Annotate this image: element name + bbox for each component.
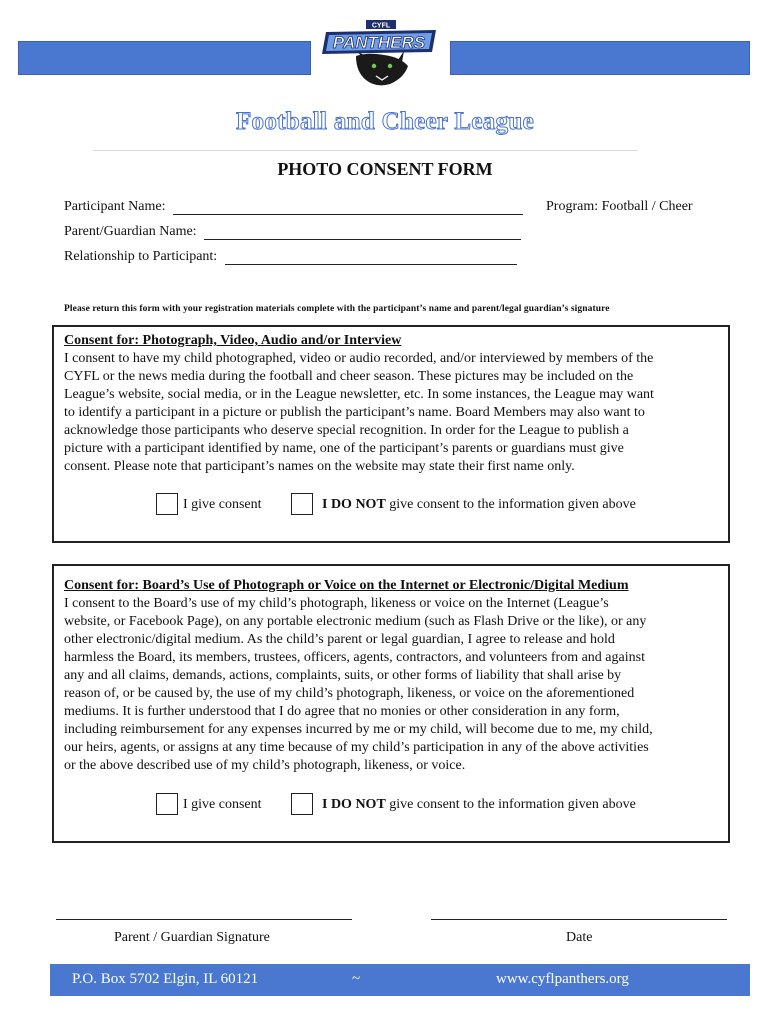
parent-signature-line[interactable]: [56, 919, 352, 920]
return-instructions: Please return this form with your registration materials complete with the participant’s name and parent/legal guardian’s signature: [64, 304, 610, 314]
section-body: [64, 595, 716, 775]
section-title: Consent for: Board’s Use of Photograph or Voice on the Internet or Electronic/Digital Medium: [64, 578, 629, 593]
give-consent-checkbox[interactable]: [156, 493, 178, 515]
relationship-line[interactable]: [225, 250, 517, 265]
panthers-logo: [318, 18, 444, 90]
league-title: Football and Cheer League: [235, 108, 534, 135]
body-line: acknowledge those participants who deserve special recognition. In order for the League to publish a: [64, 423, 629, 438]
footer-website-link[interactable]: www.cyflpanthers.org: [496, 971, 629, 987]
footer-separator: ~: [352, 971, 361, 987]
section-title: Consent for: Photograph, Video, Audio and/or Interview: [64, 333, 402, 348]
no-consent-checkbox[interactable]: [291, 793, 313, 815]
body-line: I consent to have my child photographed, video or audio recorded, and/or interviewed by members of the: [64, 351, 654, 366]
body-line: picture with a participant identified by name, one of the participant’s parents or guardians must give: [64, 441, 624, 456]
body-line: to identify a participant in a picture or publish the participant’s name. Board Members may also want to: [64, 405, 645, 420]
form-title: PHOTO CONSENT FORM: [277, 159, 493, 179]
header-band-right: [450, 41, 750, 75]
give-consent-checkbox[interactable]: [156, 793, 178, 815]
logo-text: PANTHERS: [332, 33, 426, 52]
body-line: any and all claims, demands, actions, complaints, suits, or other forms of liability that shall arise by: [64, 668, 622, 683]
footer-bar: [50, 964, 750, 996]
body-line: CYFL or the news media during the football and cheer season. These pictures may be included on the: [64, 369, 634, 384]
no-consent-emphasis: I DO NOT: [322, 797, 386, 812]
consent-section-photo: [52, 325, 730, 543]
no-consent-text: give consent to the information given above: [385, 497, 636, 512]
body-line: consent. Please note that participant’s names on the website may state their first name only.: [64, 459, 575, 474]
give-consent-label: I give consent: [183, 497, 262, 512]
title-divider: [93, 150, 638, 151]
give-consent-label: I give consent: [183, 797, 262, 812]
relationship-field[interactable]: [64, 249, 517, 265]
section-body: [64, 350, 716, 476]
participant-name-field[interactable]: [64, 199, 523, 215]
body-line: including reimbursement for any expenses incurred by me or my child, will become due to me, my child,: [64, 722, 653, 737]
participant-name-label: Participant Name:: [64, 199, 166, 214]
no-consent-checkbox[interactable]: [291, 493, 313, 515]
body-line: our heirs, agents, or assigns at any time because of my child’s participation in any of the above activities: [64, 740, 649, 755]
date-label: Date: [566, 930, 593, 945]
consent-section-internet: [52, 564, 730, 843]
relationship-label: Relationship to Participant:: [64, 249, 218, 264]
guardian-name-line[interactable]: [204, 225, 521, 240]
body-line: website, or Facebook Page), on any portable electronic medium (such as Flash Drive or the like), or any: [64, 614, 647, 629]
body-line: League’s website, social media, or in the League newsletter, etc. In some instances, the League may want: [64, 387, 654, 402]
participant-name-line[interactable]: [173, 200, 523, 215]
header-band-left: [18, 41, 311, 75]
no-consent-label: [322, 797, 636, 813]
footer-address: P.O. Box 5702 Elgin, IL 60121: [72, 971, 259, 987]
logo-top-text: CYFL: [371, 22, 391, 30]
body-line: mediums. It is further understood that I do agree that no monies or other consideration in any form,: [64, 704, 620, 719]
date-line[interactable]: [431, 919, 727, 920]
body-line: reason of, or be caused by, the use of my child’s photograph, likeness, or voice on the aforementioned: [64, 686, 635, 701]
body-line: harmless the Board, its members, trustees, officers, agents, contractors, and volunteers from and against: [64, 650, 645, 665]
guardian-name-label: Parent/Guardian Name:: [64, 224, 197, 239]
guardian-name-field[interactable]: [64, 224, 521, 240]
program-label: Program: Football / Cheer: [546, 199, 693, 214]
body-line: other electronic/digital medium. As the child’s parent or legal guardian, I agree to release and hold: [64, 632, 615, 647]
parent-signature-label: Parent / Guardian Signature: [114, 930, 270, 945]
no-consent-label: [322, 497, 636, 513]
no-consent-text: give consent to the information given above: [385, 797, 636, 812]
no-consent-emphasis: I DO NOT: [322, 497, 386, 512]
body-line: or the above described use of my child’s photograph, likeness, or voice.: [64, 758, 466, 773]
body-line: I consent to the Board’s use of my child’s photograph, likeness or voice on the Internet (League’s: [64, 596, 609, 611]
